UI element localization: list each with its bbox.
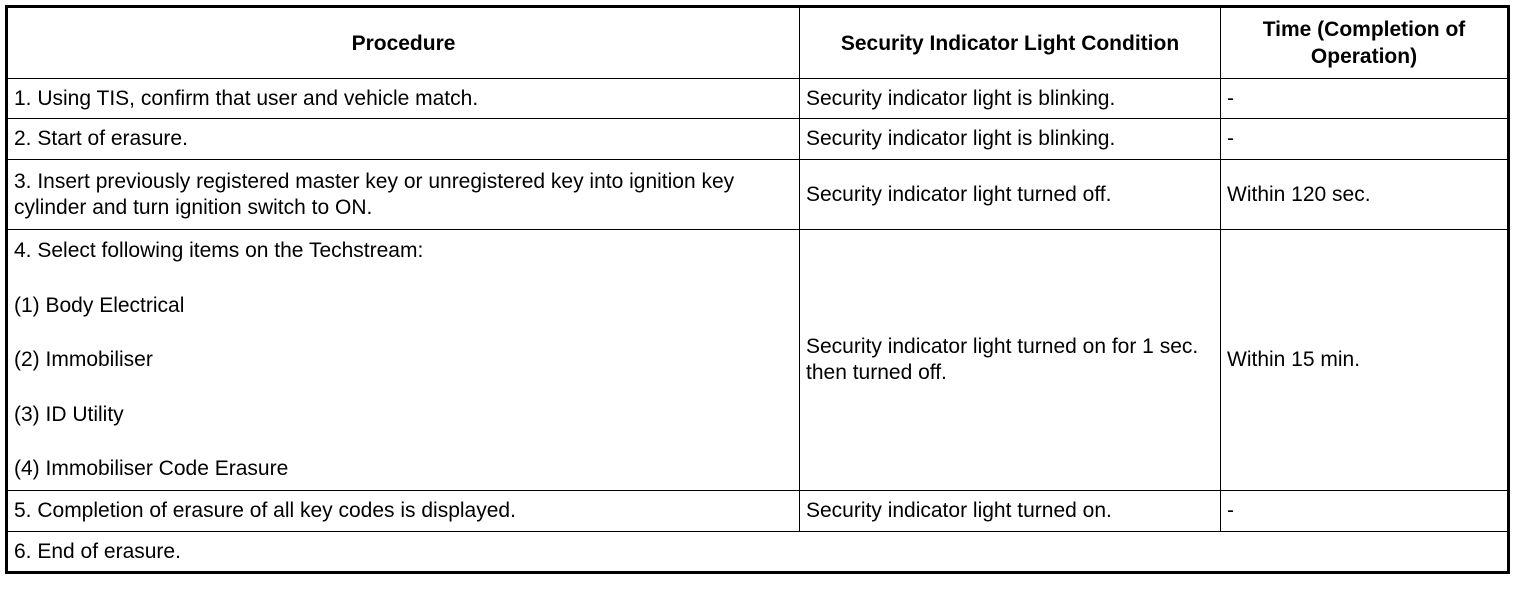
table-row bbox=[7, 532, 1509, 573]
time-cell: - bbox=[1221, 491, 1509, 532]
procedure-step-line: (1) Body Electrical bbox=[14, 293, 185, 317]
header-condition: Security Indicator Light Condition bbox=[800, 7, 1221, 79]
procedure-cell: 2. Start of erasure. bbox=[7, 119, 800, 160]
procedure-cell: 6. End of erasure. bbox=[7, 532, 1509, 573]
procedure-step-line: (4) Immobiliser Code Erasure bbox=[14, 457, 289, 480]
condition-cell: Security indicator light is blinking. bbox=[800, 119, 1221, 160]
procedure-step-line: (2) Immobiliser bbox=[14, 348, 153, 371]
condition-cell: Security indicator light turned on for 1 sec. then turned off. bbox=[800, 230, 1221, 491]
table-row bbox=[7, 79, 1509, 119]
time-cell: - bbox=[1221, 79, 1509, 119]
time-cell: Within 120 sec. bbox=[1221, 160, 1509, 230]
table-row bbox=[7, 119, 1509, 160]
table-row bbox=[7, 491, 1509, 532]
time-cell: Within 15 min. bbox=[1221, 230, 1509, 491]
time-cell: - bbox=[1221, 119, 1509, 160]
key-code-erasure-table bbox=[5, 5, 1510, 574]
table-header-row bbox=[7, 7, 1509, 79]
condition-cell: Security indicator light is blinking. bbox=[800, 79, 1221, 119]
table-row bbox=[7, 160, 1509, 230]
condition-cell: Security indicator light turned off. bbox=[800, 160, 1221, 230]
procedure-cell: 1. Using TIS, confirm that user and vehicle match. bbox=[7, 79, 800, 119]
table-row bbox=[7, 230, 1509, 491]
procedure-cell: 3. Insert previously registered master key or unregistered key into ignition key cylinder and turn ignition switch to ON. bbox=[7, 160, 800, 230]
condition-cell: Security indicator light turned on. bbox=[800, 491, 1221, 532]
procedure-step-line: 4. Select following items on the Techstream: bbox=[14, 239, 424, 262]
procedure-cell: 5. Completion of erasure of all key codes is displayed. bbox=[7, 491, 800, 532]
procedure-step-line: (3) ID Utility bbox=[14, 402, 124, 426]
procedure-steps-cell bbox=[7, 230, 800, 491]
header-procedure: Procedure bbox=[7, 7, 800, 79]
header-time: Time (Completion of Operation) bbox=[1221, 7, 1509, 79]
procedure-table-container bbox=[5, 5, 1507, 574]
